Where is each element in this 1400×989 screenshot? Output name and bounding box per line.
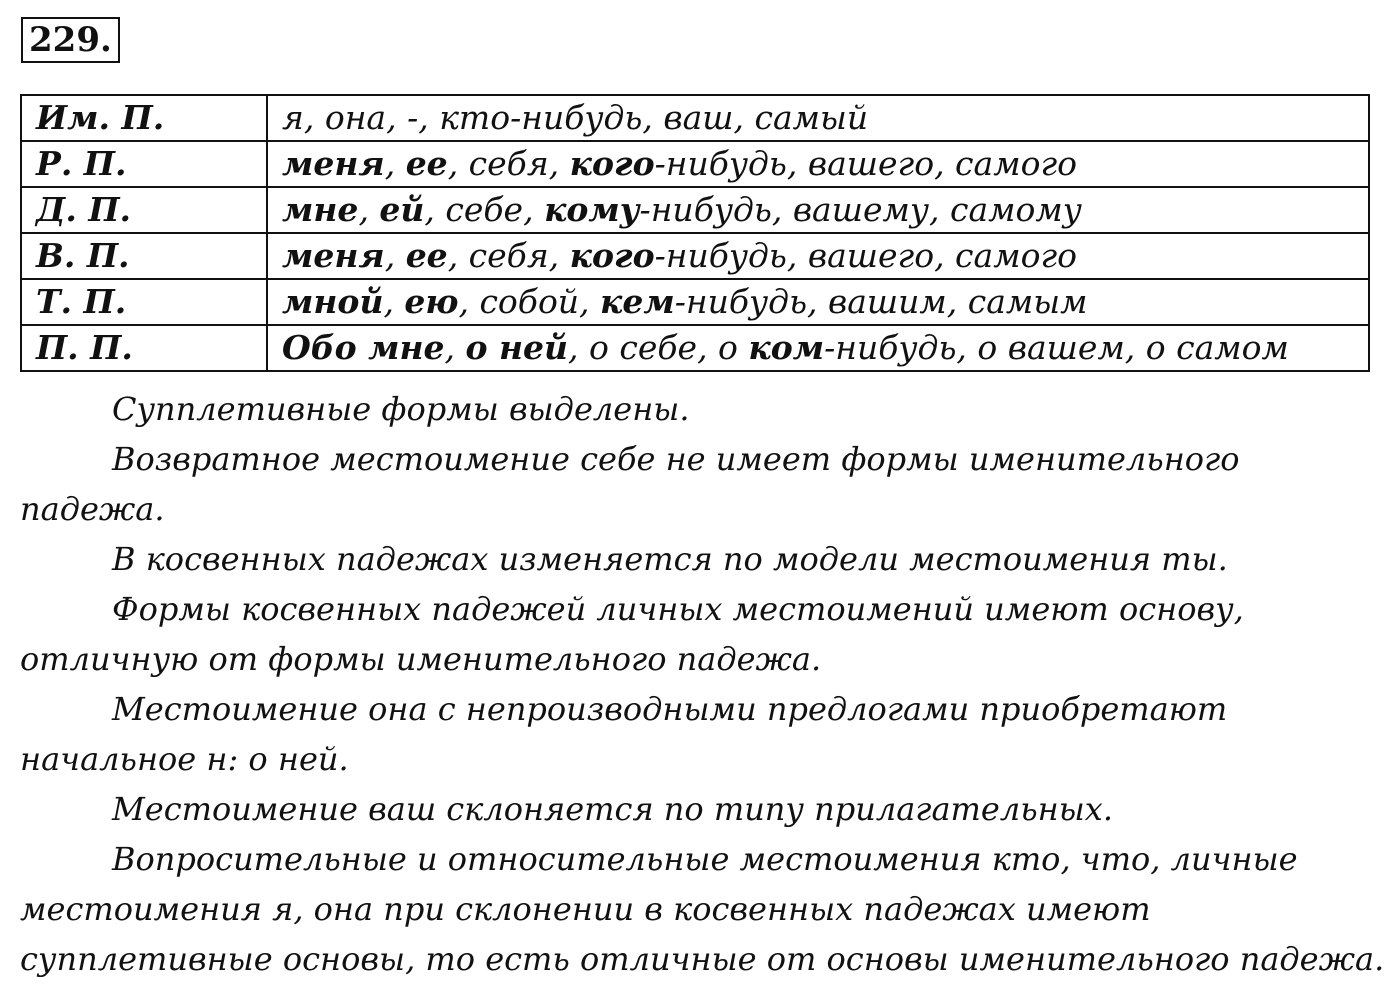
paragraph-line: Местоимение она с непроизводными предлогами приобретают <box>112 690 1228 728</box>
suppletive-form: кого <box>569 144 655 183</box>
paragraph <box>20 584 1390 684</box>
form-text: , о себе, о <box>568 328 749 367</box>
suppletive-form: кем <box>600 282 675 321</box>
form-text: -нибудь, вашего, самого <box>654 236 1077 275</box>
form-text: , <box>384 236 406 275</box>
paragraph-line: местоимения я, она при склонении в косвенных падежах имеют <box>20 890 1151 928</box>
suppletive-form: ком <box>748 328 825 367</box>
suppletive-form: меня <box>282 236 385 275</box>
exercise-number: 229. <box>21 17 120 63</box>
paragraph <box>20 384 1390 434</box>
paragraph-line: начальное н: о ней. <box>20 740 349 778</box>
case-name: Т. П. <box>21 279 267 325</box>
table-row <box>21 141 1369 187</box>
table-row <box>21 233 1369 279</box>
case-forms <box>267 141 1369 187</box>
case-name: П. П. <box>21 325 267 371</box>
case-name: Им. П. <box>21 95 267 141</box>
form-text: , <box>383 282 405 321</box>
suppletive-form: ей <box>379 190 425 229</box>
suppletive-form: мной <box>282 282 384 321</box>
suppletive-form: ею <box>404 282 459 321</box>
case-name: Р. П. <box>21 141 267 187</box>
case-name: Д. П. <box>21 187 267 233</box>
suppletive-form: ее <box>405 144 448 183</box>
paragraph <box>20 534 1390 584</box>
suppletive-form: ее <box>405 236 448 275</box>
table-row <box>21 95 1369 141</box>
form-text: я, она, -, кто-нибудь, ваш, самый <box>282 98 869 137</box>
paragraph <box>20 434 1390 534</box>
paragraph-line: падежа. <box>20 490 165 528</box>
paragraph <box>20 684 1390 784</box>
suppletive-form: мне <box>282 190 359 229</box>
case-forms <box>267 95 1369 141</box>
form-text: , <box>444 328 466 367</box>
declension-table <box>20 94 1370 372</box>
paragraph-line: В косвенных падежах изменяется по модели местоимения ты. <box>112 540 1228 578</box>
paragraph-line: Супплетивные формы выделены. <box>112 390 690 428</box>
paragraph-line: супплетивные основы, то есть отличные от основы именительного падежа. <box>20 940 1385 978</box>
case-forms <box>267 279 1369 325</box>
suppletive-form: кого <box>569 236 655 275</box>
form-text: , себя, <box>447 144 570 183</box>
table-row <box>21 187 1369 233</box>
case-name: В. П. <box>21 233 267 279</box>
suppletive-form: меня <box>282 144 385 183</box>
case-forms <box>267 325 1369 371</box>
table-row <box>21 325 1369 371</box>
suppletive-form: Обо мне <box>282 328 445 367</box>
form-text: -нибудь, о вашем, о самом <box>824 328 1289 367</box>
case-forms <box>267 233 1369 279</box>
form-text: , <box>358 190 380 229</box>
form-text: -нибудь, вашего, самого <box>654 144 1077 183</box>
form-text: , себе, <box>424 190 545 229</box>
paragraph-line: отличную от формы именительного падежа. <box>20 640 822 678</box>
paragraph <box>20 834 1390 984</box>
suppletive-form: о ней <box>465 328 569 367</box>
case-forms <box>267 187 1369 233</box>
paragraph-line: Формы косвенных падежей личных местоимений имеют основу, <box>112 590 1244 628</box>
suppletive-form: кому <box>544 190 640 229</box>
paragraph-line: Вопросительные и относительные местоимения кто, что, личные <box>112 840 1298 878</box>
form-text: , собой, <box>458 282 601 321</box>
paragraph-line: Местоимение ваш склоняется по типу прилагательных. <box>112 790 1113 828</box>
form-text: , себя, <box>447 236 570 275</box>
explanation-text <box>20 384 1390 984</box>
paragraph-line: Возвратное местоимение себе не имеет формы именительного <box>112 440 1240 478</box>
form-text: -нибудь, вашим, самым <box>674 282 1088 321</box>
table-row <box>21 279 1369 325</box>
form-text: -нибудь, вашему, самому <box>639 190 1082 229</box>
form-text: , <box>384 144 406 183</box>
paragraph <box>20 784 1390 834</box>
